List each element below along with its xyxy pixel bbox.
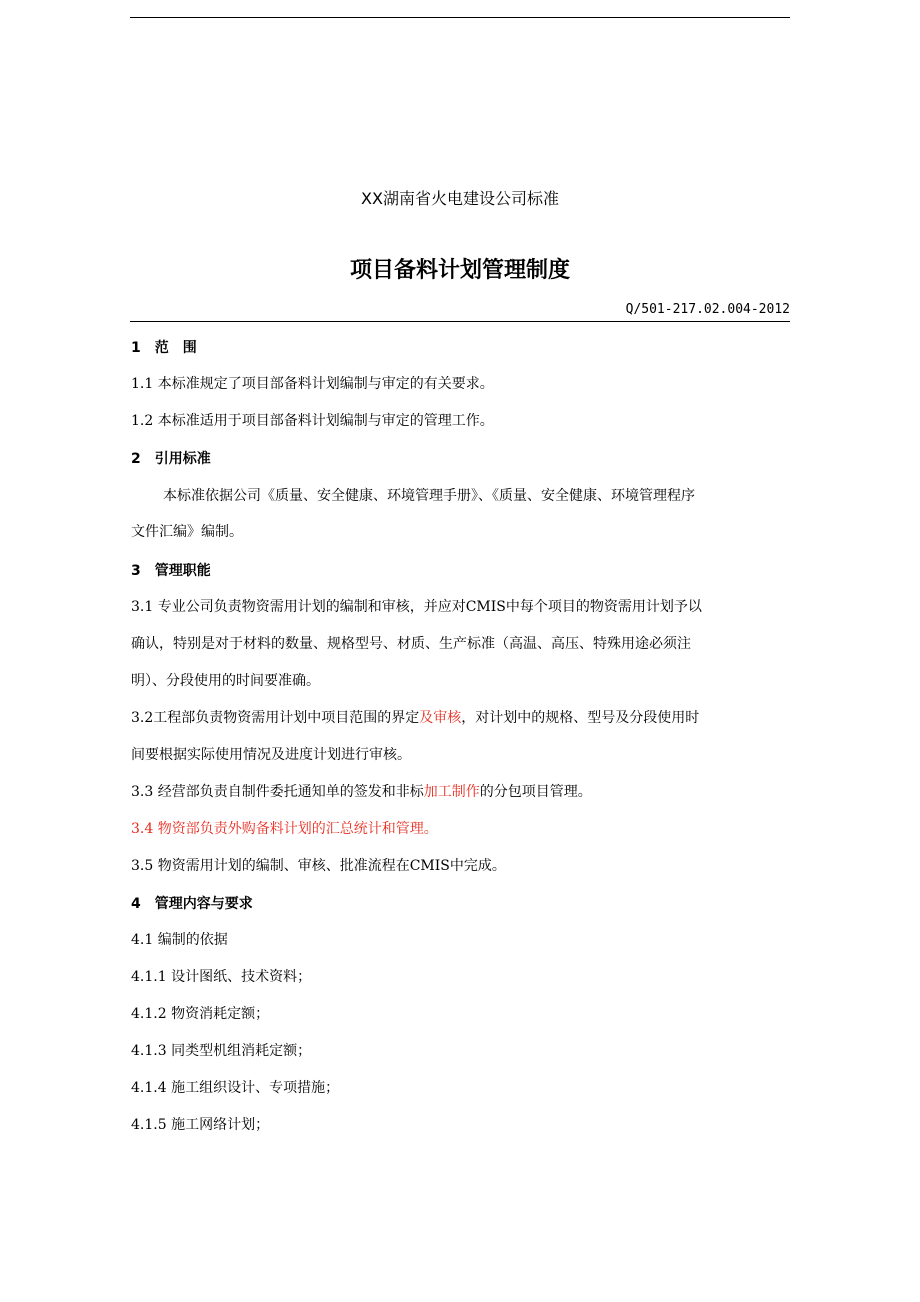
- paragraph-3-3-text-b: 的分包项目管理。: [479, 784, 592, 800]
- paragraph-4-1-1: 4.1.1 设计图纸、技术资料；: [131, 969, 312, 985]
- paragraph-1-1: 1.1 本标准规定了项目部备料计划编制与审定的有关要求。: [131, 376, 494, 392]
- paragraph-3-1-line-1: 3.1 专业公司负责物资需用计划的编制和审核，并应对CMIS中每个项目的物资需用计划予以: [131, 599, 702, 615]
- paragraph-3-2-text-a: 3.2工程部负责物资需用计划中项目范围的界定: [131, 710, 420, 726]
- header-rule: [130, 17, 790, 18]
- paragraph-3-4: 3.4 物资部负责外购备料计划的汇总统计和管理。: [131, 821, 438, 837]
- paragraph-3-3-text-a: 3.3 经营部负责自制件委托通知单的签发和非标: [131, 784, 424, 800]
- paragraph-3-3-highlight: 加工制作: [423, 784, 480, 800]
- paragraph-3-1-line-2: 确认，特别是对于材料的数量、规格型号、材质、生产标准（高温、高压、特殊用途必须注: [131, 636, 691, 652]
- document-number: Q/501-217.02.004-2012: [625, 302, 790, 317]
- paragraph-1-2: 1.2 本标准适用于项目部备料计划编制与审定的管理工作。: [131, 413, 494, 429]
- paragraph-3-3: [131, 781, 791, 803]
- company-name: XX湖南省火电建设公司标准: [361, 189, 559, 208]
- paragraph-2-line-2: 文件汇编》编制。: [131, 524, 243, 540]
- section-heading-duties: 3 管理职能: [131, 563, 211, 579]
- section-heading-references: 2 引用标准: [131, 451, 211, 467]
- paragraph-3-2-line-1: [131, 707, 791, 729]
- paragraph-3-2-line-2: 间要根据实际使用情况及进度计划进行审核。: [131, 747, 411, 763]
- paragraph-4-1-5: 4.1.5 施工网络计划；: [131, 1117, 270, 1133]
- section-heading-requirements: 4 管理内容与要求: [131, 896, 253, 912]
- paragraph-4-1: 4.1 编制的依据: [131, 932, 228, 948]
- paragraph-3-1-line-3: 明）、分段使用的时间要准确。: [131, 673, 320, 689]
- paragraph-4-1-2: 4.1.2 物资消耗定额；: [131, 1006, 270, 1022]
- paragraph-4-1-4: 4.1.4 施工组织设计、专项措施；: [131, 1080, 340, 1096]
- document-title: 项目备料计划管理制度: [349, 258, 570, 283]
- title-rule: [130, 321, 790, 322]
- paragraph-4-1-3: 4.1.3 同类型机组消耗定额；: [131, 1043, 312, 1059]
- section-heading-scope: 1 范 围: [131, 340, 197, 356]
- paragraph-3-2-highlight: 及审核: [419, 710, 462, 726]
- paragraph-3-2-text-b: ，对计划中的规格、型号及分段使用时: [461, 710, 700, 726]
- paragraph-3-5: 3.5 物资需用计划的编制、审核、批准流程在CMIS中完成。: [131, 858, 506, 874]
- paragraph-2-line-1: 本标准依据公司《质量、安全健康、环境管理手册》、《质量、安全健康、环境管理程序: [163, 488, 695, 504]
